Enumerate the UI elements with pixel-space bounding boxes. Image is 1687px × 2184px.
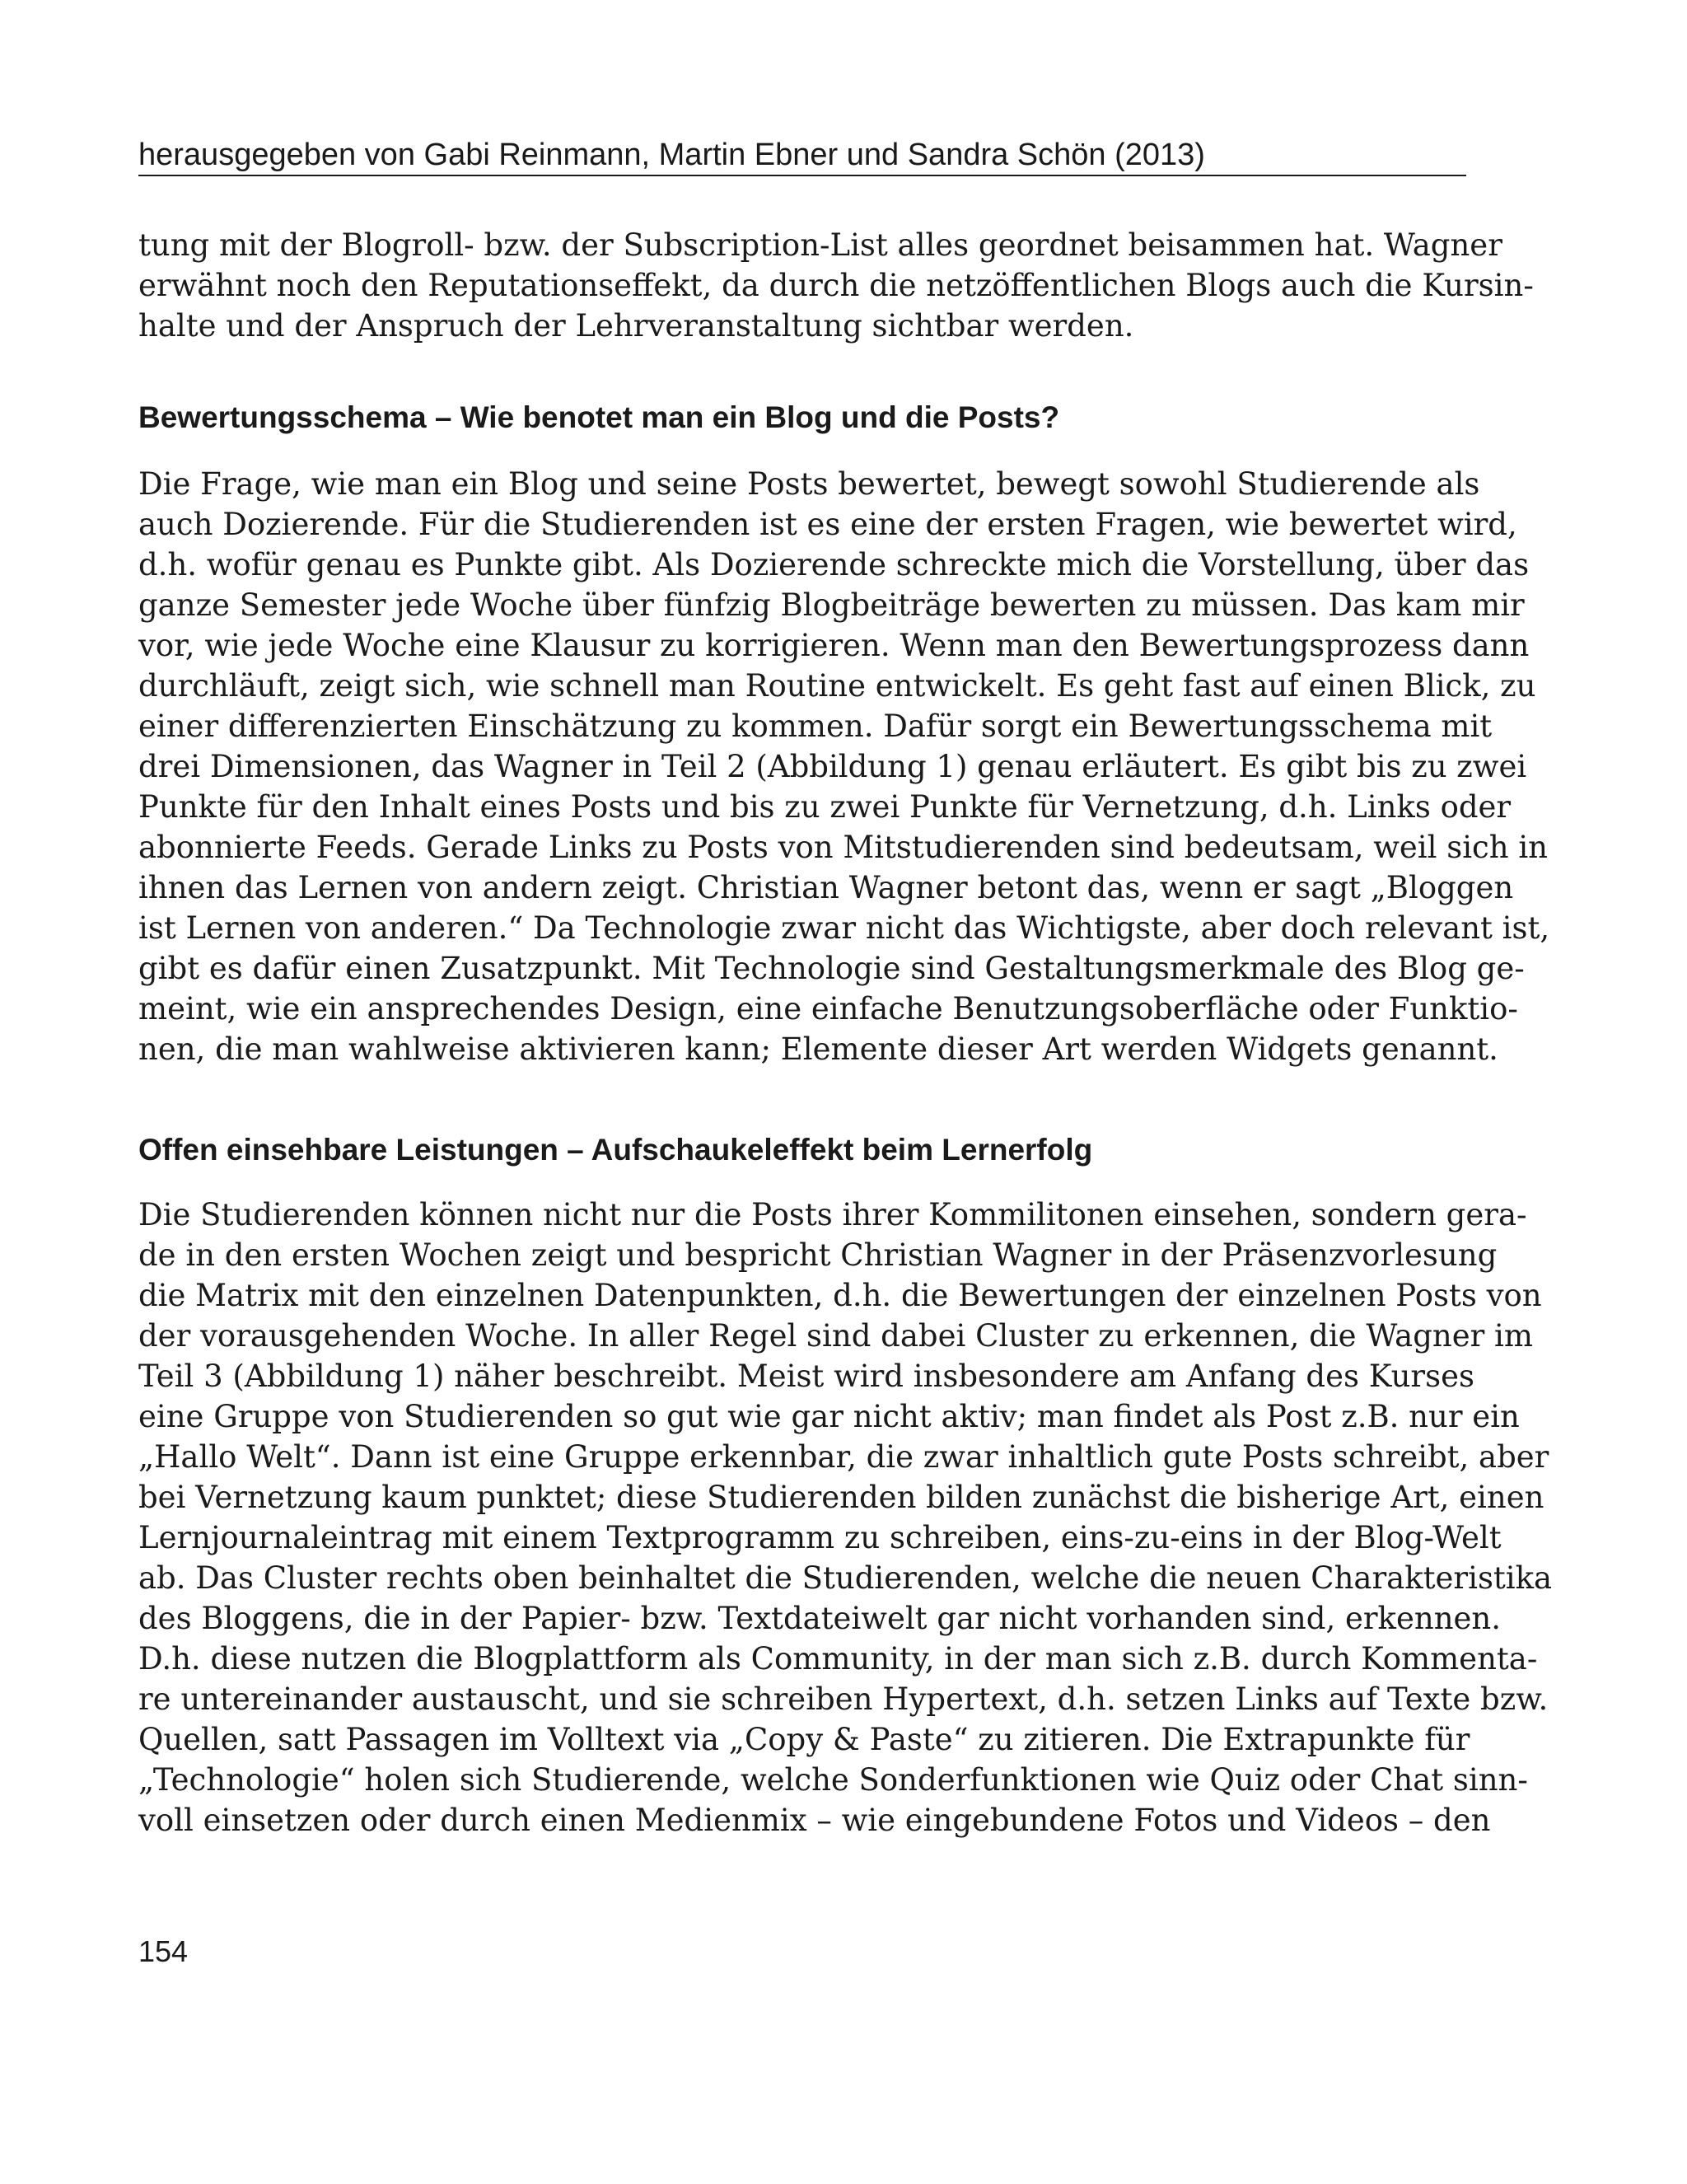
text-line: Punkte für den Inhalt eines Posts und bis zu zwei Punkte für Vernetzung, d.h. Links oder	[138, 789, 1512, 825]
bewertungsschema-paragraph	[138, 464, 1550, 1069]
running-header	[138, 132, 1466, 176]
text-line: D.h. diese nutzen die Blogplattform als Community, in der man sich z.B. durch Kommenta-	[138, 1641, 1538, 1677]
text-line: Die Studierenden können nicht nur die Posts ihrer Kommilitonen einsehen, sondern gera-	[138, 1197, 1527, 1232]
text-line: vor, wie jede Woche eine Klausur zu korrigieren. Wenn man den Bewertungsprozess dann	[138, 628, 1530, 663]
text-line: drei Dimensionen, das Wagner in Teil 2 (Abbildung 1) genau erläutert. Es gibt bis zu zwei	[138, 749, 1527, 784]
text-line: de in den ersten Wochen zeigt und bespricht Christian Wagner in der Präsenzvorlesung	[138, 1237, 1498, 1273]
leistungen-paragraph	[138, 1195, 1553, 1840]
text-line: erwähnt noch den Reputationseffekt, da durch die netzöffentlichen Blogs auch die Kursin-	[138, 268, 1534, 303]
text-line: bei Vernetzung kaum punktet; diese Studierenden bilden zunächst die bisherige Art, einen	[138, 1480, 1544, 1515]
text-line: auch Dozierende. Für die Studierenden ist es eine der ersten Fragen, wie bewertet wird,	[138, 507, 1517, 542]
text-line: ganze Semester jede Woche über fünfzig Blogbeiträge bewerten zu müssen. Das kam mir	[138, 587, 1525, 623]
running-header-title: herausgegeben von Gabi Reinmann, Martin Ebner und Sandra Schön (2013)	[138, 138, 1205, 172]
text-line: Lernjournaleintrag mit einem Textprogramm zu schreiben, eins-zu-eins in der Blog-Welt	[138, 1520, 1502, 1555]
text-line: voll einsetzen oder durch einen Medienmix – wie eingebundene Fotos und Videos – den	[138, 1803, 1491, 1838]
text-line: Die Frage, wie man ein Blog und seine Posts bewertet, bewegt sowohl Studierende als	[138, 466, 1480, 502]
text-line: ihnen das Lernen von andern zeigt. Christian Wagner betont das, wenn er sagt „Bloggen	[138, 870, 1514, 905]
text-line: re untereinander austauscht, und sie schreiben Hypertext, d.h. setzen Links auf Texte bzw.	[138, 1681, 1549, 1717]
text-line: „Hallo Welt“. Dann ist eine Gruppe erkennbar, die zwar inhaltlich gute Posts schreibt, aber	[138, 1439, 1549, 1475]
section-heading-bewertungsschema: Bewertungsschema – Wie benotet man ein Blog und die Posts?	[138, 400, 1060, 434]
text-line: meint, wie ein ansprechendes Design, eine einfache Benutzungsoberfläche oder Funktio-	[138, 991, 1518, 1027]
text-line: Teil 3 (Abbildung 1) näher beschreibt. Meist wird insbesondere am Anfang des Kurses	[138, 1359, 1474, 1394]
text-line: des Bloggens, die in der Papier- bzw. Textdateiwelt gar nicht vorhanden sind, erkennen.	[138, 1601, 1502, 1636]
intro-paragraph	[138, 225, 1534, 346]
text-line: abonnierte Feeds. Gerade Links zu Posts von Mitstudierenden sind bedeutsam, weil sich in	[138, 830, 1549, 865]
text-line: die Matrix mit den einzelnen Datenpunkten, d.h. die Bewertungen der einzelnen Posts von	[138, 1278, 1542, 1313]
text-line: halte und der Anspruch der Lehrveranstaltung sichtbar werden.	[138, 308, 1134, 344]
text-line: ab. Das Cluster rechts oben beinhaltet die Studierenden, welche die neuen Charakteristika	[138, 1560, 1553, 1596]
section-heading-offen-einsehbare-leistungen: Offen einsehbare Leistungen – Aufschaukeleffekt beim Lernerfolg	[138, 1133, 1093, 1167]
text-line: der vorausgehenden Woche. In aller Regel sind dabei Cluster zu erkennen, die Wagner im	[138, 1318, 1533, 1354]
text-line: nen, die man wahlweise aktivieren kann; Elemente dieser Art werden Widgets genannt.	[138, 1031, 1498, 1067]
text-line: „Technologie“ holen sich Studierende, welche Sonderfunktionen wie Quiz oder Chat sinn-	[138, 1762, 1528, 1798]
page-number: 154	[138, 1934, 189, 1968]
text-line: d.h. wofür genau es Punkte gibt. Als Dozierende schreckte mich die Vorstellung, über das	[138, 547, 1530, 582]
text-line: durchläuft, zeigt sich, wie schnell man Routine entwickelt. Es geht fast auf einen Blick, zu	[138, 668, 1536, 704]
text-line: Quellen, satt Passagen im Volltext via „Copy & Paste“ zu zitieren. Die Extrapunkte für	[138, 1722, 1470, 1757]
text-line: gibt es dafür einen Zusatzpunkt. Mit Technologie sind Gestaltungsmerkmale des Blog ge-	[138, 951, 1525, 986]
text-line: eine Gruppe von Studierenden so gut wie gar nicht aktiv; man findet als Post z.B. nur ein	[138, 1399, 1520, 1434]
text-line: tung mit der Blogroll- bzw. der Subscription-List alles geordnet beisammen hat. Wagner	[138, 227, 1502, 263]
text-line: einer differenzierten Einschätzung zu kommen. Dafür sorgt ein Bewertungsschema mit	[138, 709, 1493, 744]
text-line: ist Lernen von anderen.“ Da Technologie zwar nicht das Wichtigste, aber doch relevant ist,	[138, 910, 1550, 946]
